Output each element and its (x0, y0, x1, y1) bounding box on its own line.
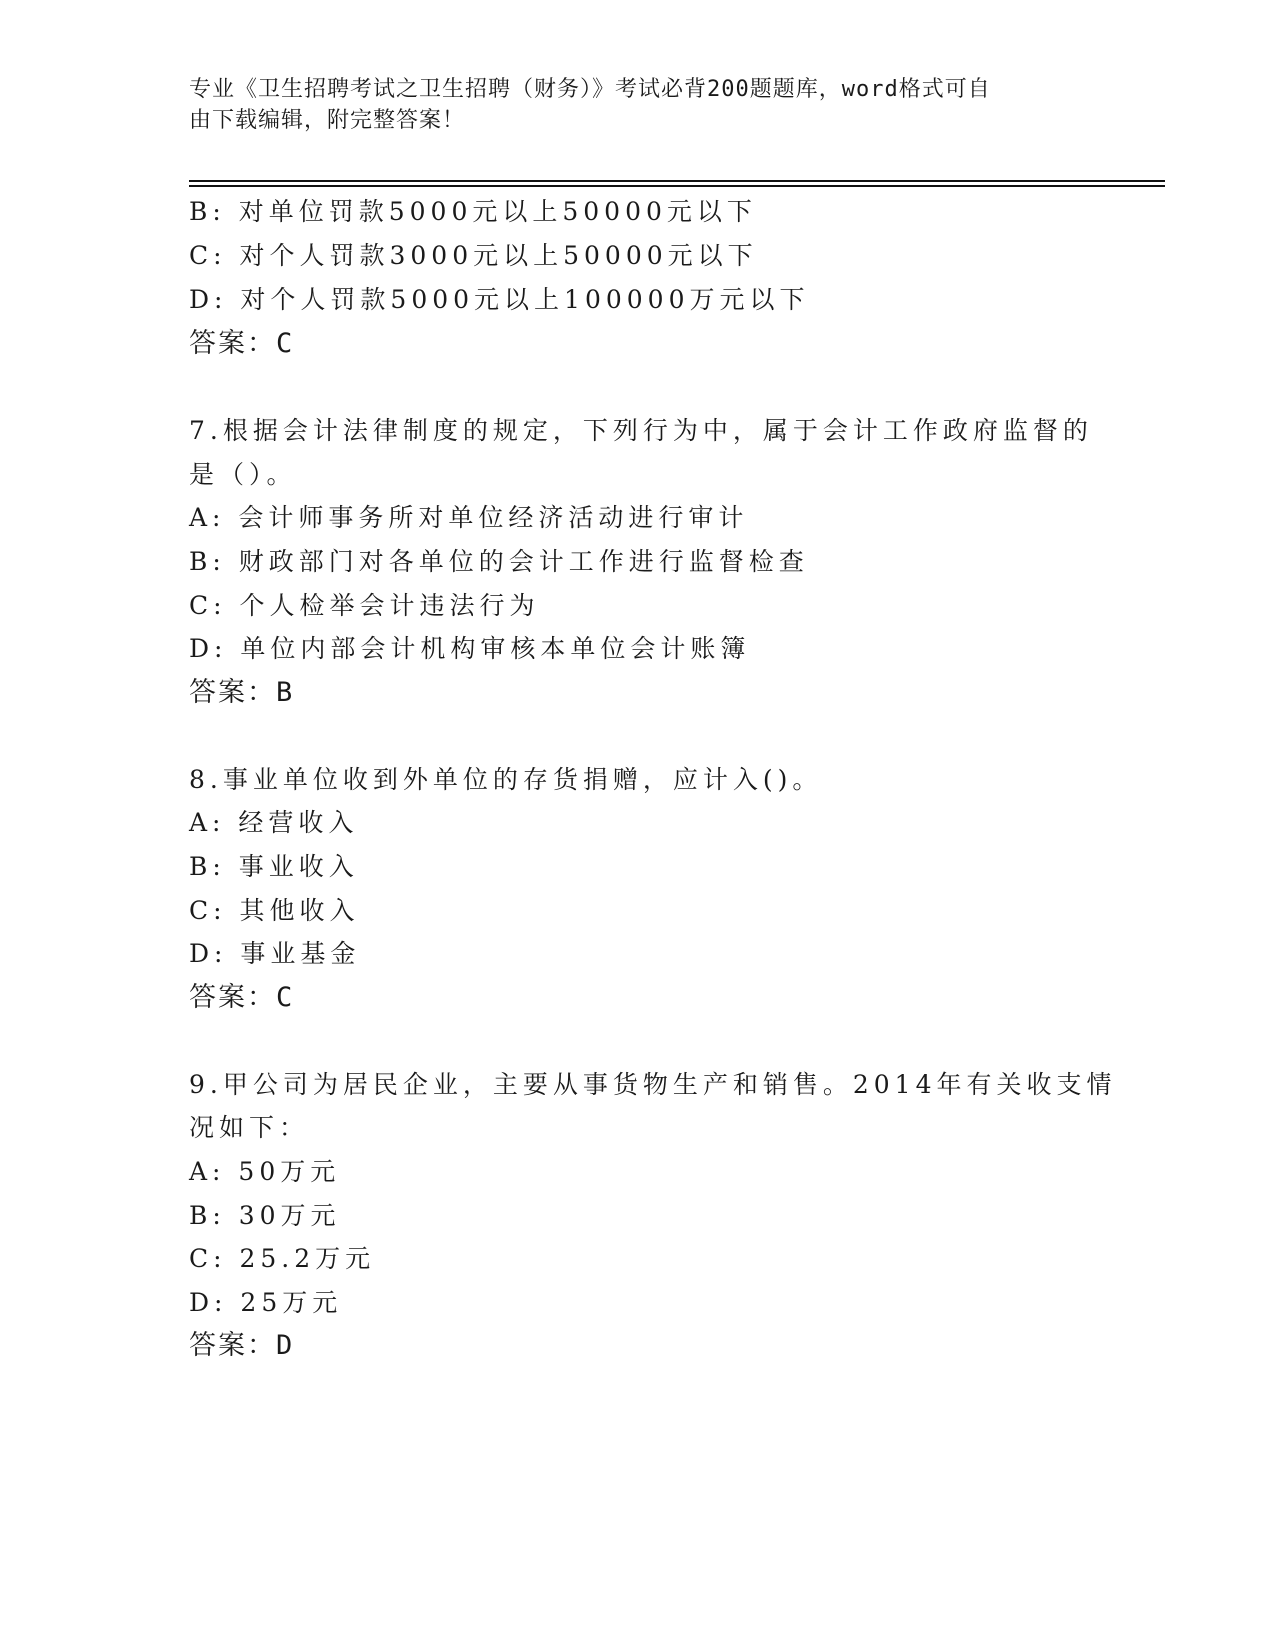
header-divider-top (189, 180, 1165, 182)
question-stem-line-1: 8.事业单位收到外单位的存货捐赠，应计入()。 (189, 765, 823, 794)
answer-line: 答案：C (189, 982, 295, 1013)
question-stem-line-1: 7.根据会计法律制度的规定，下列行为中，属于会计工作政府监督的 (189, 416, 1093, 445)
header-title-line-2: 由下载编辑，附完整答案！ (189, 108, 466, 133)
option-b: B: 30万元 (189, 1201, 341, 1230)
option-a: A: 会计师事务所对单位经济活动进行审计 (189, 503, 749, 532)
option-d: D: 事业基金 (189, 939, 361, 968)
question-stem-line-2: 是（）。 (189, 460, 297, 489)
option-c: C: 25.2万元 (189, 1244, 376, 1273)
option-a: A: 50万元 (189, 1157, 341, 1186)
option-b: B: 对单位罚款5000元以上50000元以下 (189, 197, 757, 226)
question-stem-line-2: 况如下： (189, 1113, 310, 1142)
option-d: D: 单位内部会计机构审核本单位会计账簿 (189, 634, 751, 663)
option-c: C: 对个人罚款3000元以上50000元以下 (189, 241, 758, 270)
option-b: B: 财政部门对各单位的会计工作进行监督检查 (189, 547, 809, 576)
document-header (189, 74, 1069, 136)
header-divider-bottom (189, 185, 1165, 187)
answer-line: 答案：C (189, 328, 295, 359)
question-stem-line-1: 9.甲公司为居民企业，主要从事货物生产和销售。2014年有关收支情 (189, 1070, 1117, 1099)
option-d: D: 25万元 (189, 1288, 343, 1317)
answer-line: 答案：D (189, 1330, 295, 1361)
option-c: C: 个人检举会计违法行为 (189, 591, 540, 620)
option-c: C: 其他收入 (189, 896, 360, 925)
option-b: B: 事业收入 (189, 852, 359, 881)
header-title-line-1: 专业《卫生招聘考试之卫生招聘（财务）》考试必背200题题库，word格式可自 (189, 77, 991, 102)
answer-line: 答案：B (189, 677, 295, 708)
option-d: D: 对个人罚款5000元以上100000万元以下 (189, 285, 810, 314)
option-a: A: 经营收入 (189, 808, 359, 837)
